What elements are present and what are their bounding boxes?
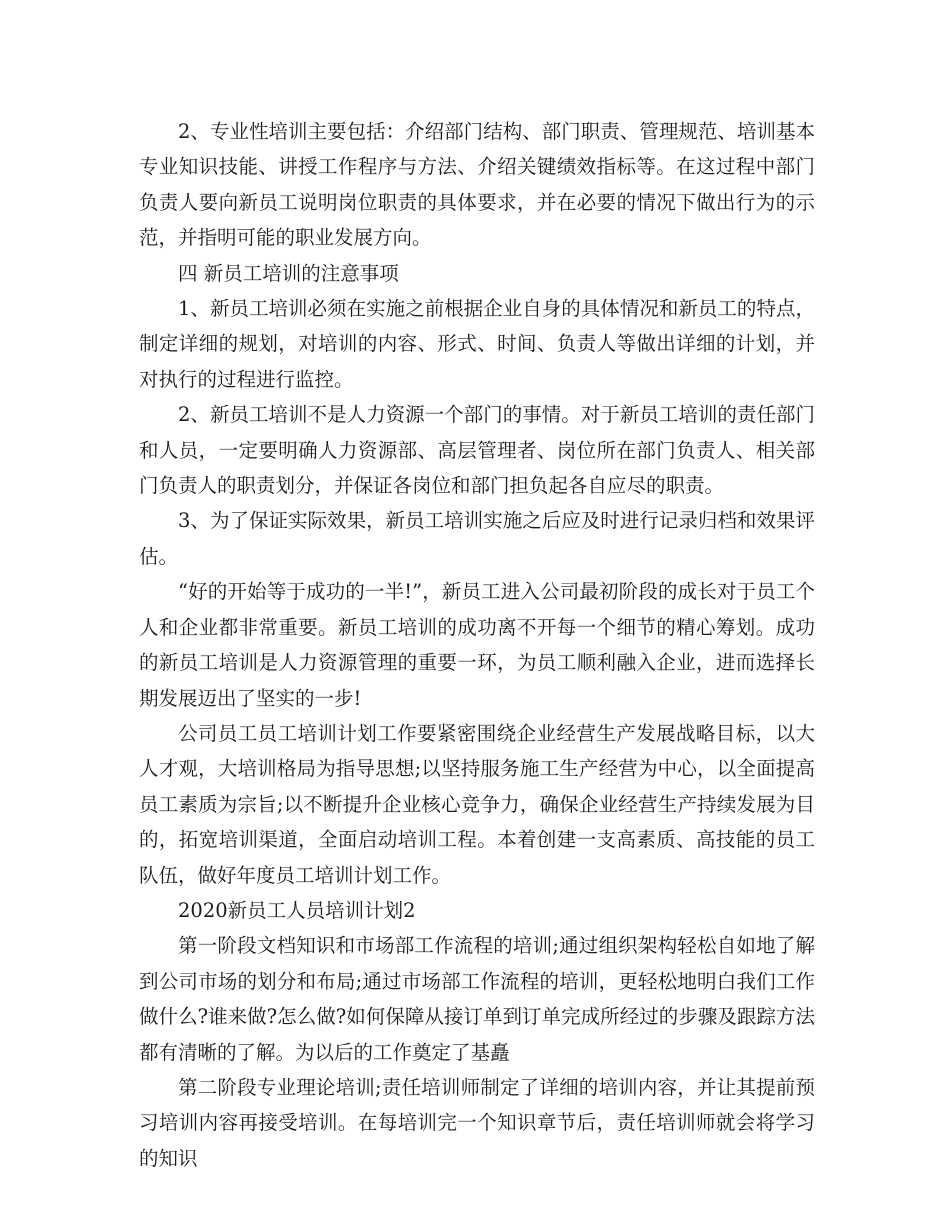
paragraph-professional-training: 2、专业性培训主要包括：介绍部门结构、部门职责、管理规范、培训基本专业知识技能、讲授工作程序与方法、介绍关键绩效指标等。在这过程中部门负责人要向新员工说明岗位职责的具体要求，并在必要的情况下做出行为的示范，并指明可能的职业发展方向。: [139, 120, 815, 250]
paragraph-stage-1: 第一阶段文档知识和市场部工作流程的培训;通过组织架构轻松自如地了解到公司市场的划分和布局;通过市场部工作流程的培训，更轻松地明白我们工作做什么?谁来做?怎么做?如何保障从接订单到订单完成所经过的步骤及跟踪方法都有清晰的了解。为以后的工作奠定了基矗: [139, 934, 815, 1064]
section-heading-notes: 四 新员工培训的注意事项: [178, 261, 399, 285]
section-heading-plan-2: 2020新员工人员培训计划2: [178, 898, 416, 922]
document-body: [139, 114, 815, 1176]
paragraph-note-3: 3、为了保证实际效果，新员工培训实施之后应及时进行记录归档和效果评估。: [139, 509, 815, 568]
paragraph-quote: “好的开始等于成功的一半!”，新员工进入公司最初阶段的成长对于员工个人和企业都非常重要。新员工培训的成功离不开每一个细节的精心筹划。成功的新员工培训是人力资源管理的重要一环，为员工顺利融入企业，进而选择长期发展迈出了坚实的一步!: [139, 580, 815, 710]
paragraph-note-1: 1、新员工培训必须在实施之前根据企业自身的具体情况和新员工的特点，制定详细的规划，对培训的内容、形式、时间、负责人等做出详细的计划，并对执行的过程进行监控。: [139, 297, 815, 391]
paragraph-stage-2: 第二阶段专业理论培训;责任培训师制定了详细的培训内容，并让其提前预习培训内容再接受培训。在每培训完一个知识章节后，责任培训师就会将学习的知识: [139, 1075, 815, 1170]
paragraph-company-plan: 公司员工员工培训计划工作要紧密围绕企业经营生产发展战略目标，以大人才观，大培训格局为指导思想;以坚持服务施工生产经营为中心，以全面提高员工素质为宗旨;以不断提升企业核心竞争力，确保企业经营生产持续发展为目的，拓宽培训渠道，全面启动培训工程。本着创建一支高素质、高技能的员工队伍，做好年度员工培训计划工作。: [139, 721, 815, 887]
paragraph-note-2: 2、新员工培训不是人力资源一个部门的事情。对于新员工培训的责任部门和人员，一定要明确人力资源部、高层管理者、岗位所在部门负责人、相关部门负责人的职责划分，并保证各岗位和部门担负起各自应尽的职责。: [139, 403, 815, 498]
